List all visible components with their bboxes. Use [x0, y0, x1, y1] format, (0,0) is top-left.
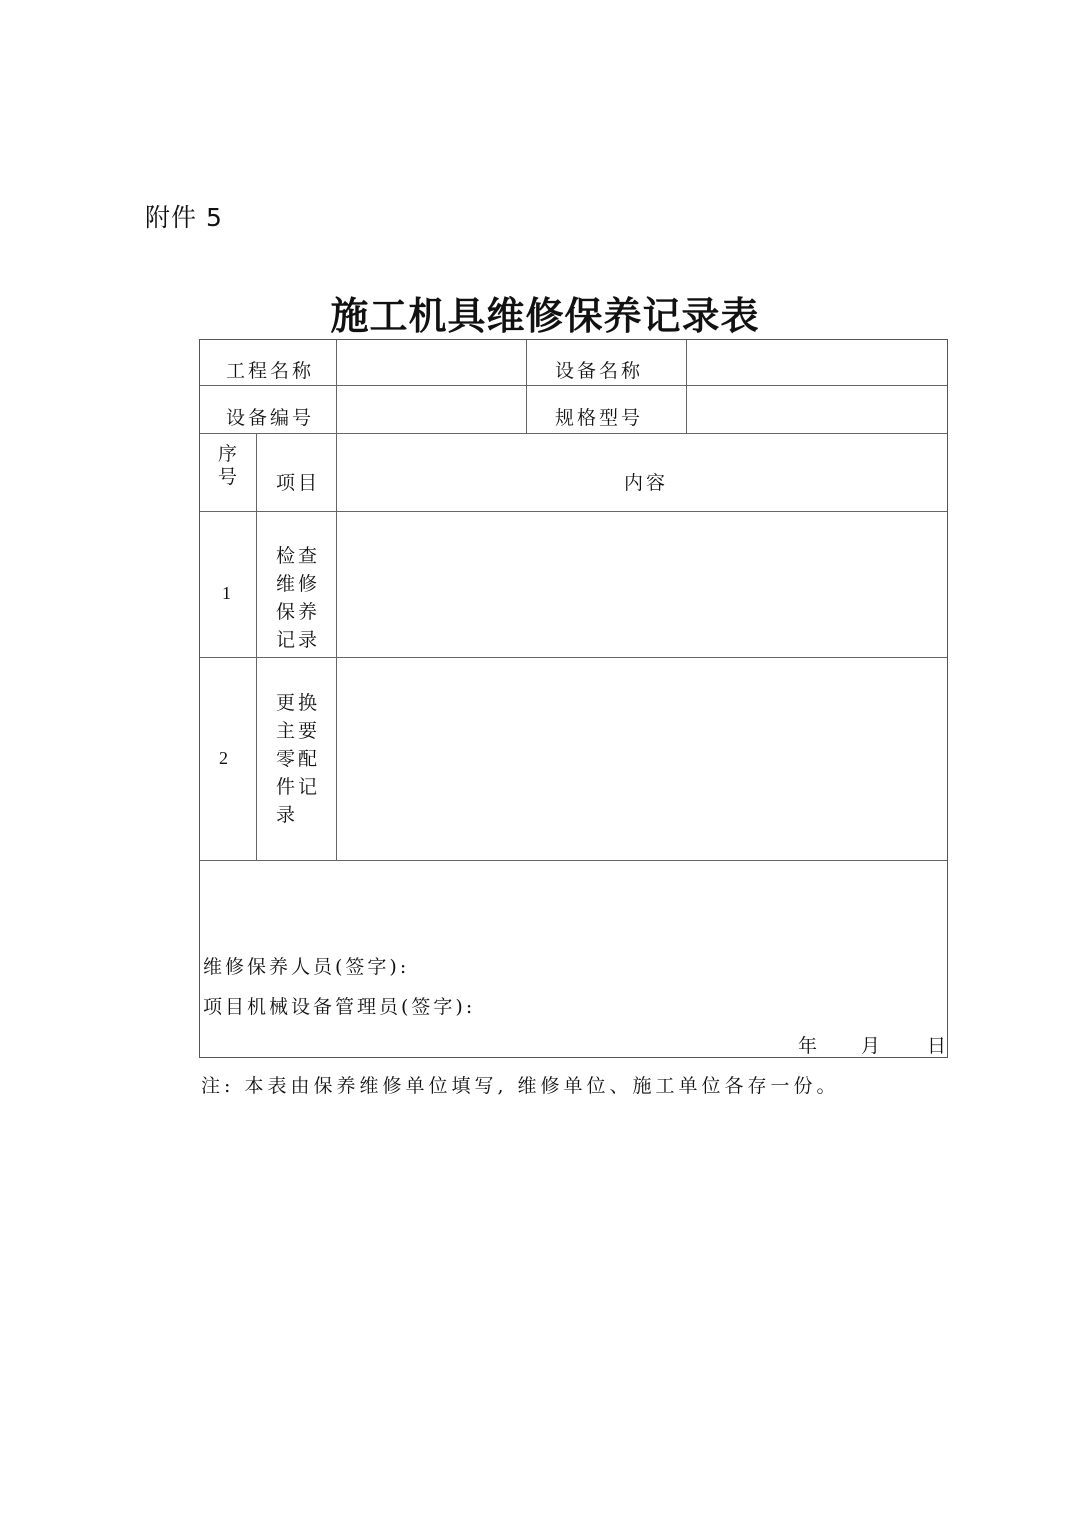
seq-header-char: 号 [218, 466, 241, 488]
manager-signature-label: 项目机械设备管理员(签字): [203, 996, 476, 1018]
item-line: 检查 [276, 545, 321, 567]
row-2-content-field[interactable] [346, 666, 936, 851]
attachment-label: 附件 5 [145, 203, 223, 232]
footnote: 注: 本表由保养维修单位填写, 维修单位、施工单位各存一份。 [201, 1075, 840, 1097]
project-name-label: 工程名称 [226, 360, 315, 382]
content-column-header: 内容 [624, 472, 669, 494]
seq-header-char: 序 [218, 443, 241, 465]
date-year-label: 年 [798, 1035, 818, 1057]
row-divider [200, 511, 947, 512]
row-2-seq: 2 [219, 748, 228, 768]
seq-column-header [218, 443, 240, 489]
row-2-item [276, 689, 320, 829]
document-title: 施工机具维修保养记录表 [330, 293, 760, 338]
equipment-number-field[interactable] [346, 403, 516, 425]
row-1-seq: 1 [222, 583, 231, 603]
spec-model-field[interactable] [696, 403, 936, 425]
equipment-name-label: 设备名称 [555, 360, 644, 382]
column-divider [256, 433, 257, 860]
item-column-header: 项目 [276, 472, 321, 494]
date-day-label: 日 [927, 1035, 947, 1057]
row-1-item [276, 542, 320, 654]
item-line: 件记 [276, 776, 321, 798]
column-divider [336, 340, 337, 433]
row-divider [200, 385, 947, 386]
item-line: 主要 [276, 720, 321, 742]
row-divider [200, 657, 947, 658]
item-line: 记录 [276, 629, 321, 651]
item-line: 录 [276, 804, 299, 826]
row-divider [200, 860, 947, 861]
item-line: 更换 [276, 692, 321, 714]
row-divider [200, 433, 947, 434]
equipment-name-field[interactable] [696, 356, 936, 378]
project-name-field[interactable] [346, 356, 516, 378]
item-line: 保养 [276, 601, 321, 623]
item-line: 维修 [276, 573, 321, 595]
spec-model-label: 规格型号 [555, 407, 644, 429]
equipment-number-label: 设备编号 [226, 407, 315, 429]
maintainer-signature-label: 维修保养人员(签字): [203, 956, 410, 978]
row-1-content-field[interactable] [346, 520, 936, 648]
column-divider [526, 340, 527, 433]
item-line: 零配 [276, 748, 321, 770]
column-divider [686, 340, 687, 433]
maintenance-record-form [199, 339, 948, 1058]
column-divider [336, 433, 337, 860]
date-month-label: 月 [861, 1035, 881, 1057]
